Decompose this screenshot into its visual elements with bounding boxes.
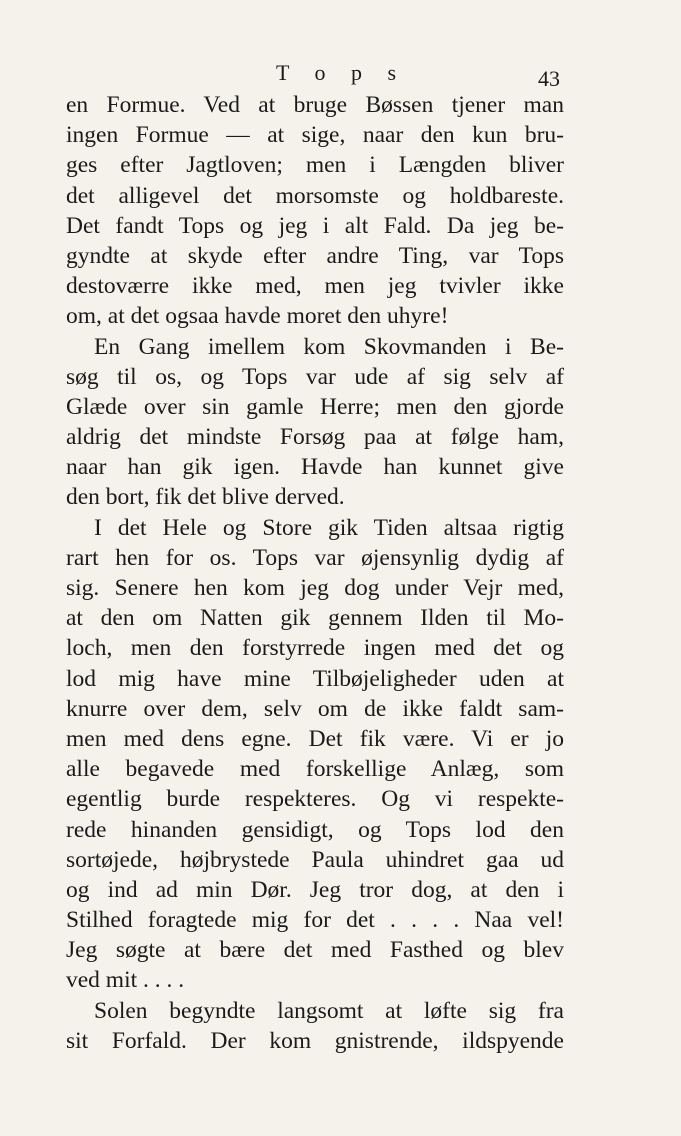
text-line: ingen Formue — at sige, naar den kun bru- xyxy=(66,122,564,149)
text-line: søg til os, og Tops var ude af sig selv af xyxy=(66,363,564,390)
text-line: naar han gik igen. Havde han kunnet give xyxy=(66,454,564,481)
text-line: rart hen for os. Tops var øjensynlig dydig af xyxy=(66,544,564,571)
text-line: Det fandt Tops og jeg i alt Fald. Da jeg be- xyxy=(66,212,564,239)
text-line: en Formue. Ved at bruge Bøssen tjener man xyxy=(66,92,564,118)
text-line: rede hinanden gensidigt, og Tops lod den xyxy=(66,816,564,843)
text-line: En Gang imellem kom Skovmanden i Be- xyxy=(94,333,564,360)
text-line: I det Hele og Store gik Tiden altsaa rigtig xyxy=(94,514,564,541)
running-title: T o p s xyxy=(276,60,407,85)
text-line: Glæde over sin gamle Herre; men den gjorde xyxy=(66,393,564,420)
text-line: Stilhed foragtede mig for det . . . . Naa vel! xyxy=(66,907,564,934)
text-line: at den om Natten gik gennem Ilden til Mo- xyxy=(66,605,564,632)
text-line: om, at det ogsaa havde moret den uhyre! xyxy=(66,303,449,330)
text-line: sit Forfald. Der kom gnistrende, ildspyende xyxy=(66,1027,564,1054)
text-line: gyndte at skyde efter andre Ting, var Tops xyxy=(66,242,564,269)
text-line: men med dens egne. Det fik være. Vi er jo xyxy=(66,725,564,752)
text-line: loch, men den forstyrrede ingen med det og xyxy=(66,635,564,662)
body-text xyxy=(66,90,564,1056)
text-line: det alligevel det morsomste og holdbareste. xyxy=(66,182,564,209)
text-line: sortøjede, højbrystede Paula uhindret gaa ud xyxy=(66,846,564,873)
text-line: egentlig burde respekteres. Og vi respekte- xyxy=(66,786,564,813)
text-line: Solen begyndte langsomt at løfte sig fra xyxy=(94,997,564,1024)
text-line: Jeg søgte at bære det med Fasthed og blev xyxy=(66,937,564,964)
text-line: aldrig det mindste Forsøg paa at følge ham, xyxy=(66,424,564,451)
text-line: og ind ad min Dør. Jeg tror dog, at den i xyxy=(66,876,564,903)
text-line: ved mit . . . . xyxy=(66,967,185,994)
text-line: alle begavede med forskellige Anlæg, som xyxy=(66,756,564,783)
text-line: lod mig have mine Tilbøjeligheder uden at xyxy=(66,665,564,692)
text-line: ges efter Jagtloven; men i Længden bliver xyxy=(66,152,564,179)
text-line: destoværre ikke med, men jeg tvivler ikke xyxy=(66,273,564,300)
text-line: den bort, fik det blive derved. xyxy=(66,484,345,511)
text-line: sig. Senere hen kom jeg dog under Vejr med, xyxy=(66,575,564,601)
text-line: knurre over dem, selv om de ikke faldt sam- xyxy=(66,695,564,722)
page-number: 43 xyxy=(538,66,560,91)
